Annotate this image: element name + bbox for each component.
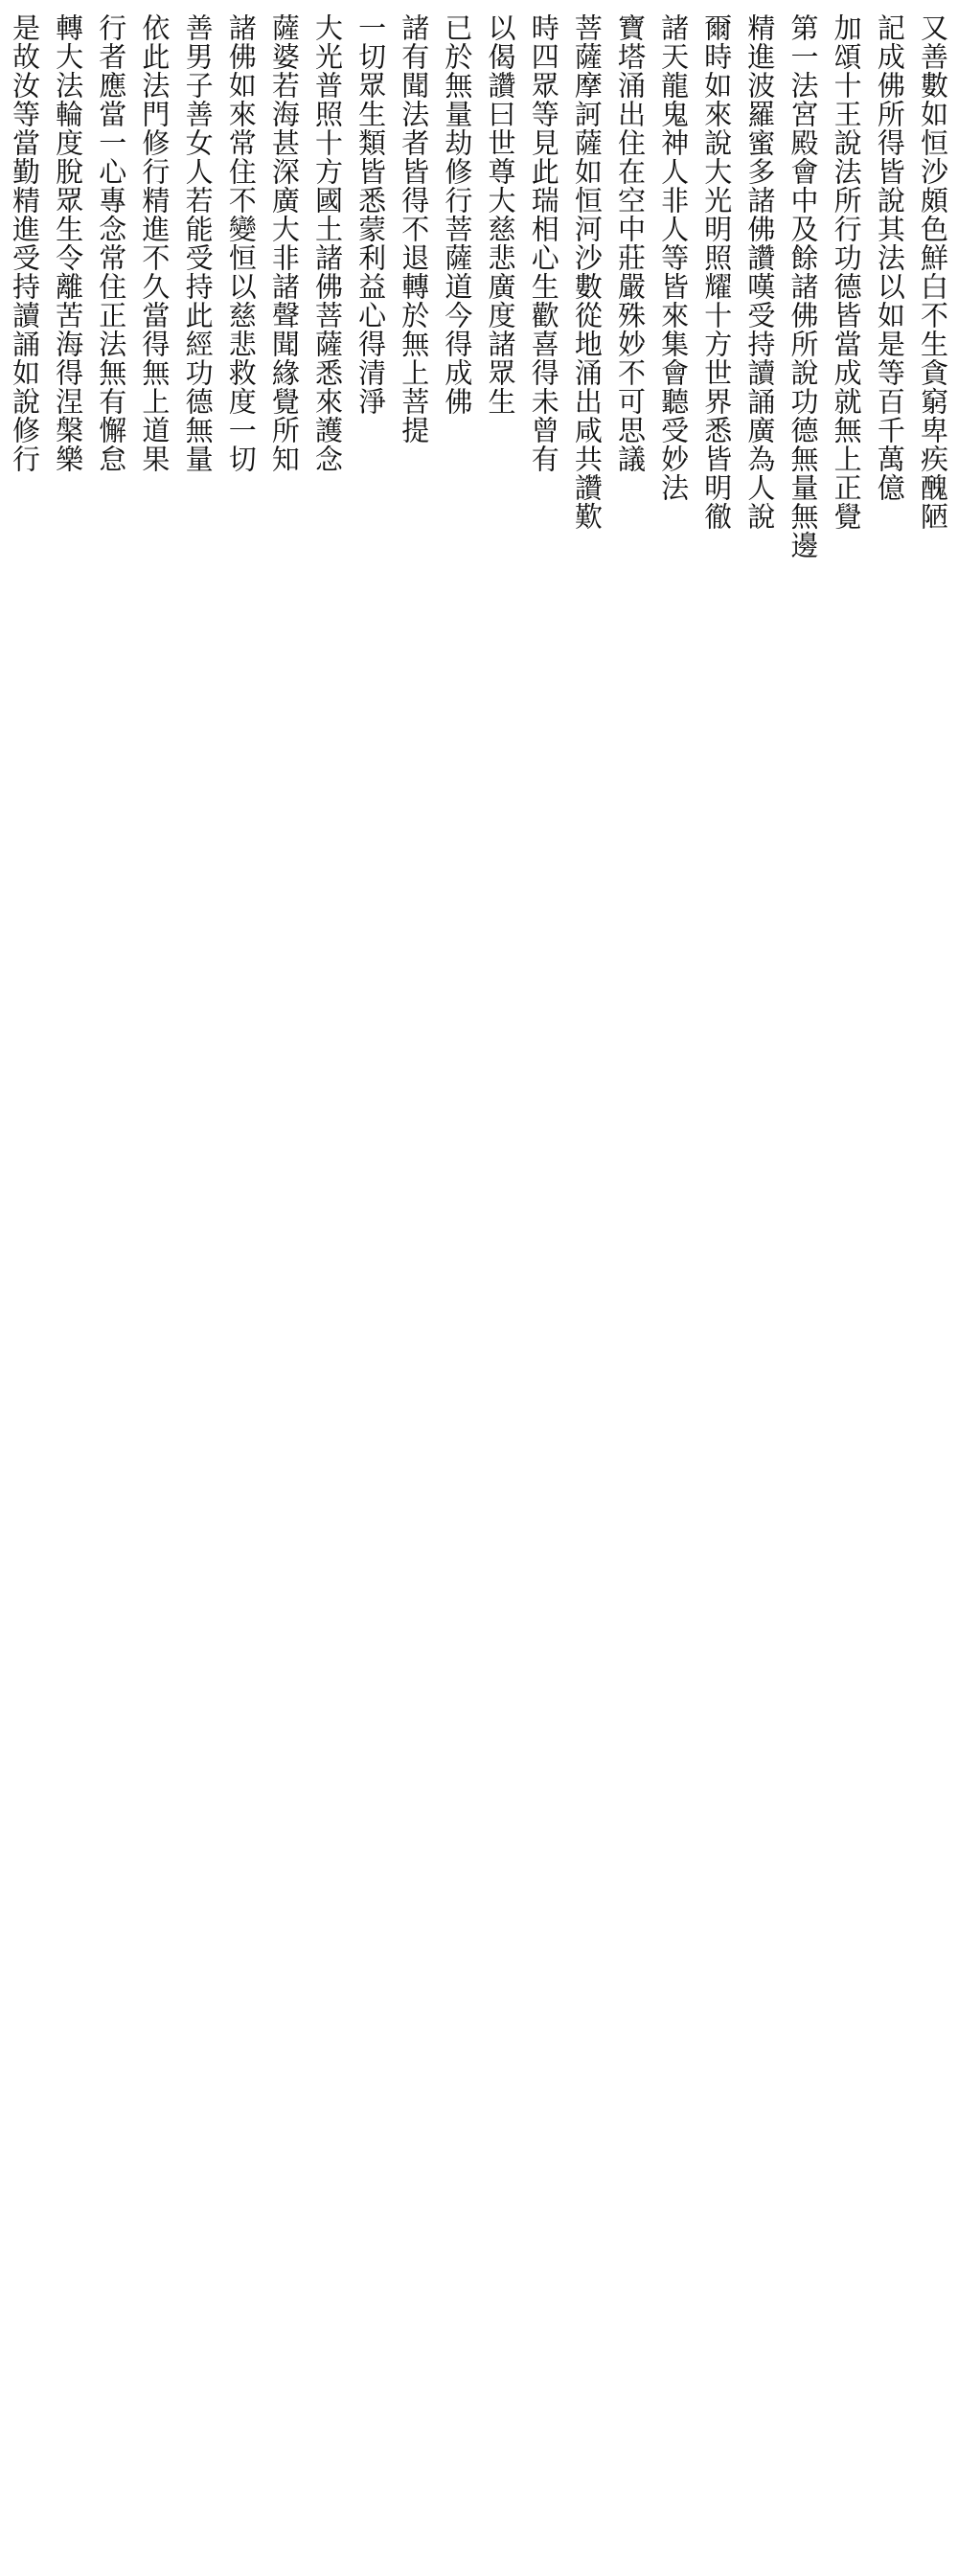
text-column: 寶塔涌出住在空中莊嚴殊妙不可思議 <box>613 13 647 473</box>
text-column: 諸天龍鬼神人非人等皆來集會聽受妙法 <box>657 13 691 502</box>
text-column: 善男子善女人若能受持此經功德無量 <box>181 13 215 473</box>
text-column: 諸佛如來常住不變恒以慈悲救度一切 <box>224 13 258 473</box>
text-column: 已於無量劫修行菩薩道今得成佛 <box>441 13 474 416</box>
text-column: 一切眾生類皆悉蒙利益心得清淨 <box>354 13 388 416</box>
text-column: 第一法宮殿會中及餘諸佛所說功德無量無邊 <box>787 13 820 559</box>
text-column: 薩婆若海甚深廣大非諸聲聞緣覺所知 <box>267 13 301 473</box>
text-column: 菩薩摩訶薩如恒河沙數從地涌出咸共讚歎 <box>570 13 604 531</box>
text-column: 爾時如來說大光明照耀十方世界悉皆明徹 <box>700 13 734 531</box>
text-column: 諸有聞法者皆得不退轉於無上菩提 <box>398 13 431 445</box>
text-column: 轉大法輪度脫眾生令離苦海得涅槃樂 <box>52 13 85 473</box>
text-column: 精進波羅蜜多諸佛讚嘆受持讀誦廣為人說 <box>743 13 777 531</box>
text-column: 時四眾等見此瑞相心生歡喜得未曾有 <box>527 13 560 473</box>
text-column: 依此法門修行精進不久當得無上道果 <box>138 13 171 473</box>
text-column: 加頌十王說法所行功德皆當成就無上正覺 <box>830 13 863 531</box>
text-column: 大光普照十方國土諸佛菩薩悉來護念 <box>310 13 344 473</box>
text-column: 以偈讚曰世尊大慈悲廣度諸眾生 <box>484 13 517 416</box>
text-column: 記成佛所得皆說其法以如是等百千萬億 <box>873 13 906 502</box>
text-column: 又善數如恒沙頗色鮮白不生貪窮卑疾醜陋 <box>916 13 949 531</box>
text-columns <box>8 13 950 2563</box>
text-column: 是故汝等當勤精進受持讀誦如說修行 <box>9 13 41 473</box>
text-column: 行者應當一心專念常住正法無有懈怠 <box>95 13 128 473</box>
